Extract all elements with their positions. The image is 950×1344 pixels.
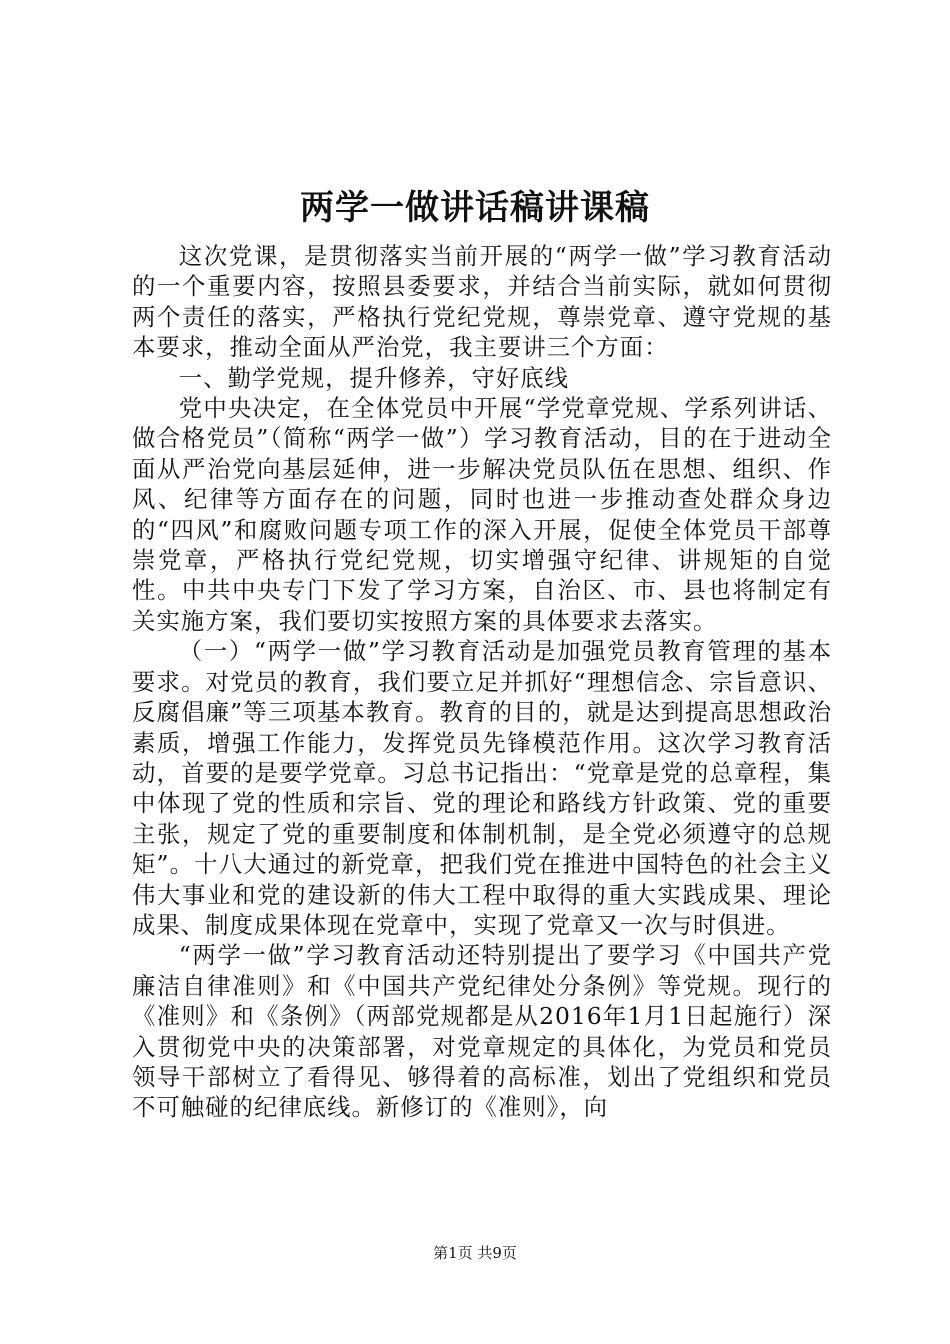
document-body (132, 241, 832, 1123)
paragraph-central-decision: 党中央决定，在全体党员中开展“学党章党规、学系列讲话、做合格党员”（简称“两学一做”）学习教育活动，目的在于进动全面从严治党向基层延伸，进一步解决党员队伍在思想、组织、作风、纪律等方面存在的问题，同时也进一步推动查处群众身边的“四风”和腐败问题专项工作的深入开展，促使全体党员干部尊崇党章，严格执行党纪党规，切实增强守纪律、讲规矩的自觉性。中共中央专门下发了学习方案，自治区、市、县也将制定有关实施方案，我们要切实按照方案的具体要求去落实。 (132, 394, 832, 635)
paragraph-party-rules: “两学一做”学习教育活动还特别提出了要学习《中国共产党廉洁自律准则》和《中国共产党纪律处分条例》等党规。现行的《准则》和《条例》（两部党规都是从2016年1月1日起施行）深入贯彻党中央的决策部署，对党章规定的具体化，为党员和党员领导干部树立了看得见、够得着的高标准，划出了党组织和党员不可触碰的纪律底线。新修订的《准则》，向 (132, 941, 832, 1122)
section-heading-1: 一、勤学党规，提升修养，守好底线 (178, 363, 570, 392)
document-title: 两学一做讲话稿讲课稿 (300, 188, 650, 228)
paragraph-intro: 这次党课，是贯彻落实当前开展的“两学一做”学习教育活动的一个重要内容，按照县委要求，并结合当前实际，就如何贯彻两个责任的落实，严格执行党纪党规，尊崇党章、遵守党规的基本要求，推动全面从严治党，我主要讲三个方面： (132, 242, 832, 362)
page-number-footer: 第1页 共9页 (433, 1244, 517, 1262)
paragraph-subsection-1: （一）“两学一做”学习教育活动是加强党员教育管理的基本要求。对党员的教育，我们要立足并抓好“理想信念、宗旨意识、反腐倡廉”等三项基本教育。教育的目的，就是达到提高思想政治素质，增强工作能力，发挥党员先锋模范作用。这次学习教育活动，首要的是要学党章。习总书记指出：“党章是党的总章程，集中体现了党的性质和宗旨、党的理论和路线方针政策、党的重要主张，规定了党的重要制度和体制机制，是全党必须遵守的总规矩”。十八大通过的新党章，把我们党在推进中国特色的社会主义伟大事业和党的建设新的伟大工程中取得的重大实践成果、理论成果、制度成果体现在党章中，实现了党章又一次与时俱进。 (132, 637, 832, 939)
